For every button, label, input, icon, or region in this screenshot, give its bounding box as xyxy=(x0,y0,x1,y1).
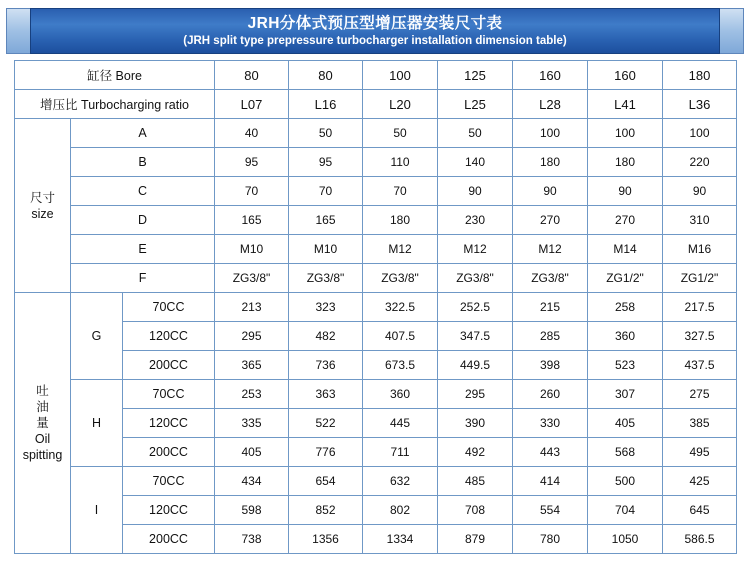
oil-i-row-label-120cc: 120CC xyxy=(123,496,215,525)
ratio-value-1: L07 xyxy=(215,90,289,119)
oil-i-70cc-2: 654 xyxy=(289,467,363,496)
group-label-size-cn: 尺寸 xyxy=(29,190,55,205)
size-b-1: 95 xyxy=(215,148,289,177)
bore-value-6: 160 xyxy=(588,61,663,90)
group-label-oil-en-2: spitting xyxy=(22,448,63,462)
oil-h-200cc-1: 405 xyxy=(215,438,289,467)
oil-h-120cc-1: 335 xyxy=(215,409,289,438)
oil-h-120cc-5: 330 xyxy=(513,409,588,438)
size-a-5: 100 xyxy=(513,119,588,148)
oil-g-70cc-1: 213 xyxy=(215,293,289,322)
size-row-label-a: A xyxy=(71,119,215,148)
oil-i-70cc-3: 632 xyxy=(363,467,438,496)
table-row-g-200cc xyxy=(15,351,737,380)
group-label-oil-cn-2: 油 xyxy=(36,400,49,414)
oil-g-120cc-7: 327.5 xyxy=(663,322,737,351)
group-label-size xyxy=(15,119,71,293)
oil-i-120cc-3: 802 xyxy=(363,496,438,525)
oil-h-row-label-200cc: 200CC xyxy=(123,438,215,467)
table-row-size-b xyxy=(15,148,737,177)
size-c-4: 90 xyxy=(438,177,513,206)
oil-group-label-h: H xyxy=(71,380,123,467)
oil-i-120cc-6: 704 xyxy=(588,496,663,525)
size-b-6: 180 xyxy=(588,148,663,177)
size-d-2: 165 xyxy=(289,206,363,235)
group-label-oil-cn-1: 吐 xyxy=(36,384,49,398)
table-row-i-70cc xyxy=(15,467,737,496)
oil-i-200cc-3: 1334 xyxy=(363,525,438,554)
size-row-label-e: E xyxy=(71,235,215,264)
size-b-4: 140 xyxy=(438,148,513,177)
oil-h-120cc-7: 385 xyxy=(663,409,737,438)
oil-g-200cc-1: 365 xyxy=(215,351,289,380)
group-label-size-en: size xyxy=(31,206,54,221)
oil-g-70cc-7: 217.5 xyxy=(663,293,737,322)
oil-g-row-label-70cc: 70CC xyxy=(123,293,215,322)
size-f-7: ZG1/2" xyxy=(663,264,737,293)
size-a-7: 100 xyxy=(663,119,737,148)
oil-g-120cc-5: 285 xyxy=(513,322,588,351)
oil-h-200cc-4: 492 xyxy=(438,438,513,467)
oil-group-label-i: I xyxy=(71,467,123,554)
oil-h-70cc-6: 307 xyxy=(588,380,663,409)
size-f-2: ZG3/8" xyxy=(289,264,363,293)
size-d-4: 230 xyxy=(438,206,513,235)
bore-value-7: 180 xyxy=(663,61,737,90)
oil-i-200cc-7: 586.5 xyxy=(663,525,737,554)
page-title-cn: JRH分体式预压型增压器安装尺寸表 xyxy=(247,14,503,32)
oil-h-70cc-4: 295 xyxy=(438,380,513,409)
oil-h-70cc-1: 253 xyxy=(215,380,289,409)
size-c-5: 90 xyxy=(513,177,588,206)
table-row-size-e xyxy=(15,235,737,264)
size-c-7: 90 xyxy=(663,177,737,206)
oil-i-120cc-5: 554 xyxy=(513,496,588,525)
table-row-size-c xyxy=(15,177,737,206)
table-row-bore xyxy=(15,61,737,90)
size-e-4: M12 xyxy=(438,235,513,264)
size-c-2: 70 xyxy=(289,177,363,206)
ratio-value-2: L16 xyxy=(289,90,363,119)
oil-h-120cc-2: 522 xyxy=(289,409,363,438)
oil-i-120cc-7: 645 xyxy=(663,496,737,525)
size-a-2: 50 xyxy=(289,119,363,148)
oil-g-120cc-4: 347.5 xyxy=(438,322,513,351)
ratio-value-3: L20 xyxy=(363,90,438,119)
oil-h-200cc-2: 776 xyxy=(289,438,363,467)
oil-h-70cc-5: 260 xyxy=(513,380,588,409)
oil-g-200cc-6: 523 xyxy=(588,351,663,380)
size-f-1: ZG3/8" xyxy=(215,264,289,293)
size-d-5: 270 xyxy=(513,206,588,235)
oil-g-120cc-2: 482 xyxy=(289,322,363,351)
oil-g-70cc-5: 215 xyxy=(513,293,588,322)
oil-h-200cc-7: 495 xyxy=(663,438,737,467)
size-b-2: 95 xyxy=(289,148,363,177)
group-label-oil-en-1: Oil xyxy=(34,432,51,446)
oil-g-70cc-2: 323 xyxy=(289,293,363,322)
size-e-2: M10 xyxy=(289,235,363,264)
table-row-size-a xyxy=(15,119,737,148)
row-label-ratio: 增压比 Turbocharging ratio xyxy=(15,90,215,119)
size-d-1: 165 xyxy=(215,206,289,235)
oil-h-70cc-3: 360 xyxy=(363,380,438,409)
oil-g-200cc-4: 449.5 xyxy=(438,351,513,380)
oil-i-70cc-1: 434 xyxy=(215,467,289,496)
group-label-oil-cn-3: 量 xyxy=(36,416,49,430)
size-b-7: 220 xyxy=(663,148,737,177)
oil-i-200cc-5: 780 xyxy=(513,525,588,554)
bore-value-2: 80 xyxy=(289,61,363,90)
ratio-value-7: L36 xyxy=(663,90,737,119)
oil-i-200cc-2: 1356 xyxy=(289,525,363,554)
size-b-3: 110 xyxy=(363,148,438,177)
oil-g-120cc-1: 295 xyxy=(215,322,289,351)
bore-value-5: 160 xyxy=(513,61,588,90)
bore-value-3: 100 xyxy=(363,61,438,90)
oil-g-120cc-3: 407.5 xyxy=(363,322,438,351)
oil-h-120cc-3: 445 xyxy=(363,409,438,438)
row-label-bore: 缸径 Bore xyxy=(15,61,215,90)
size-row-label-d: D xyxy=(71,206,215,235)
oil-g-120cc-6: 360 xyxy=(588,322,663,351)
size-c-6: 90 xyxy=(588,177,663,206)
table-row-i-200cc xyxy=(15,525,737,554)
size-f-4: ZG3/8" xyxy=(438,264,513,293)
oil-g-200cc-2: 736 xyxy=(289,351,363,380)
oil-i-120cc-2: 852 xyxy=(289,496,363,525)
oil-i-70cc-5: 414 xyxy=(513,467,588,496)
oil-g-row-label-200cc: 200CC xyxy=(123,351,215,380)
oil-g-70cc-4: 252.5 xyxy=(438,293,513,322)
table-row-h-70cc xyxy=(15,380,737,409)
size-row-label-f: F xyxy=(71,264,215,293)
table-row-h-200cc xyxy=(15,438,737,467)
table-row-size-d xyxy=(15,206,737,235)
oil-i-120cc-1: 598 xyxy=(215,496,289,525)
oil-i-70cc-7: 425 xyxy=(663,467,737,496)
oil-h-row-label-120cc: 120CC xyxy=(123,409,215,438)
size-e-1: M10 xyxy=(215,235,289,264)
page-title-en: (JRH split type prepressure turbocharger installation dimension table) xyxy=(183,34,567,47)
size-row-label-b: B xyxy=(71,148,215,177)
oil-i-200cc-6: 1050 xyxy=(588,525,663,554)
size-a-1: 40 xyxy=(215,119,289,148)
oil-h-200cc-5: 443 xyxy=(513,438,588,467)
table-row-h-120cc xyxy=(15,409,737,438)
table-row-g-120cc xyxy=(15,322,737,351)
size-b-5: 180 xyxy=(513,148,588,177)
size-e-5: M12 xyxy=(513,235,588,264)
oil-i-200cc-1: 738 xyxy=(215,525,289,554)
size-a-4: 50 xyxy=(438,119,513,148)
bore-value-4: 125 xyxy=(438,61,513,90)
ratio-value-5: L28 xyxy=(513,90,588,119)
oil-g-70cc-6: 258 xyxy=(588,293,663,322)
size-row-label-c: C xyxy=(71,177,215,206)
oil-h-70cc-7: 275 xyxy=(663,380,737,409)
oil-h-200cc-6: 568 xyxy=(588,438,663,467)
size-d-3: 180 xyxy=(363,206,438,235)
size-f-3: ZG3/8" xyxy=(363,264,438,293)
table-row-i-120cc xyxy=(15,496,737,525)
table-row-size-f xyxy=(15,264,737,293)
ratio-value-6: L41 xyxy=(588,90,663,119)
oil-group-label-g: G xyxy=(71,293,123,380)
oil-g-200cc-3: 673.5 xyxy=(363,351,438,380)
size-c-3: 70 xyxy=(363,177,438,206)
oil-i-200cc-4: 879 xyxy=(438,525,513,554)
dimension-table xyxy=(14,60,737,554)
size-d-6: 270 xyxy=(588,206,663,235)
title-banner xyxy=(30,8,720,54)
oil-h-70cc-2: 363 xyxy=(289,380,363,409)
size-e-7: M16 xyxy=(663,235,737,264)
oil-g-70cc-3: 322.5 xyxy=(363,293,438,322)
size-e-6: M14 xyxy=(588,235,663,264)
size-e-3: M12 xyxy=(363,235,438,264)
size-f-5: ZG3/8" xyxy=(513,264,588,293)
oil-i-70cc-6: 500 xyxy=(588,467,663,496)
oil-h-120cc-6: 405 xyxy=(588,409,663,438)
oil-i-70cc-4: 485 xyxy=(438,467,513,496)
size-c-1: 70 xyxy=(215,177,289,206)
oil-i-row-label-70cc: 70CC xyxy=(123,467,215,496)
ratio-value-4: L25 xyxy=(438,90,513,119)
size-a-6: 100 xyxy=(588,119,663,148)
oil-h-row-label-70cc: 70CC xyxy=(123,380,215,409)
bore-value-1: 80 xyxy=(215,61,289,90)
oil-i-120cc-4: 708 xyxy=(438,496,513,525)
table-row-ratio xyxy=(15,90,737,119)
group-label-oil-spitting xyxy=(15,293,71,554)
oil-g-200cc-7: 437.5 xyxy=(663,351,737,380)
oil-g-200cc-5: 398 xyxy=(513,351,588,380)
size-f-6: ZG1/2" xyxy=(588,264,663,293)
size-a-3: 50 xyxy=(363,119,438,148)
oil-h-120cc-4: 390 xyxy=(438,409,513,438)
table-row-g-70cc xyxy=(15,293,737,322)
size-d-7: 310 xyxy=(663,206,737,235)
oil-h-200cc-3: 711 xyxy=(363,438,438,467)
oil-i-row-label-200cc: 200CC xyxy=(123,525,215,554)
oil-g-row-label-120cc: 120CC xyxy=(123,322,215,351)
